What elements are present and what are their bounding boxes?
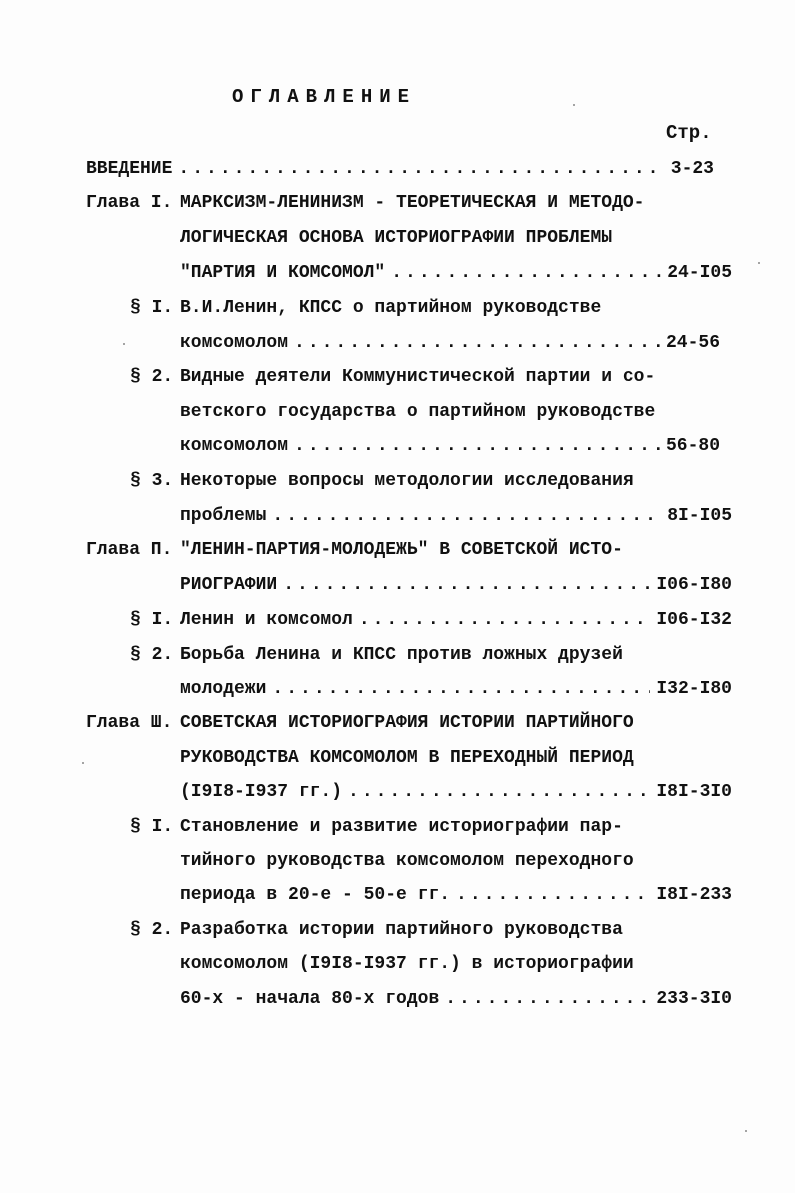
page-range: 24-I05 — [667, 263, 732, 283]
toc-entry-ch1-s2: комсомолом ..... 56-80 — [180, 435, 720, 457]
toc-entry-ch2: РИОГРАФИИ ..... I06-I80 — [180, 574, 732, 596]
toc-entry-ch1-s3: проблемы ..... 8I-I05 — [180, 505, 732, 527]
toc-title: ОГЛАВЛЕНИЕ — [232, 86, 417, 108]
scan-speck — [123, 343, 125, 345]
chapter-title-line: ЛОГИЧЕСКАЯ ОСНОВА ИСТОРИОГРАФИИ ПРОБЛЕМЫ — [180, 228, 613, 248]
page-range: I06-I80 — [656, 575, 732, 595]
leader-dots — [294, 435, 660, 457]
leader-dots — [348, 781, 650, 803]
toc-entry-ch2-s1: Ленин и комсомол ..... I06-I32 — [180, 609, 732, 631]
section-title-line: Некоторые вопросы методологии исследования — [180, 471, 634, 491]
section-label: § I. — [130, 298, 174, 318]
chapter-title-line: СОВЕТСКАЯ ИСТОРИОГРАФИЯ ИСТОРИИ ПАРТИЙНОГО — [180, 713, 634, 733]
page-range: 233-3I0 — [656, 989, 732, 1009]
toc-entry-ch2-s2: молодежи ..... I32-I80 — [180, 678, 732, 700]
section-label: § I. — [130, 610, 174, 630]
section-title-line: ветского государства о партийном руководстве — [180, 402, 656, 422]
chapter-label: Глава Ш. — [86, 713, 173, 733]
toc-entry-ch1-s1: комсомолом ..... 24-56 — [180, 332, 720, 354]
toc-entry-intro: ВВЕДЕНИЕ ..... 3-23 — [86, 158, 714, 180]
section-label: § I. — [130, 817, 174, 837]
leader-dots — [359, 609, 651, 631]
leader-dots — [456, 884, 650, 906]
leader-dots — [178, 158, 664, 180]
leader-dots — [272, 678, 650, 700]
page-range: I8I-233 — [656, 885, 732, 905]
leader-dots — [391, 262, 661, 284]
section-label: § 2. — [130, 920, 174, 940]
chapter-label: Глава П. — [86, 540, 173, 560]
page-range: I32-I80 — [656, 679, 732, 699]
leader-dots — [445, 988, 650, 1010]
section-label: § 3. — [130, 471, 174, 491]
chapter-title-line: "ЛЕНИН-ПАРТИЯ-МОЛОДЕЖЬ" В СОВЕТСКОЙ ИСТО- — [180, 540, 623, 560]
scan-speck — [573, 104, 575, 106]
toc-entry-ch3: (I9I8-I937 гг.) ..... I8I-3I0 — [180, 781, 732, 803]
page-range: I06-I32 — [656, 610, 732, 630]
page-range: 3-23 — [670, 159, 714, 179]
scan-speck — [82, 762, 84, 764]
scan-speck — [758, 262, 760, 264]
section-title-line: Разработка истории партийного руководства — [180, 920, 623, 940]
section-title-line: Борьба Ленина и КПСС против ложных друзей — [180, 645, 623, 665]
section-title-line: Видные деятели Коммунистической партии и со- — [180, 367, 656, 387]
section-label: § 2. — [130, 367, 174, 387]
section-title-line: Становление и развитие историографии пар- — [180, 817, 623, 837]
page-range: 56-80 — [665, 436, 720, 456]
toc-entry-ch3-s2: 60-х - начала 80-х годов ..... 233-3I0 — [180, 988, 732, 1010]
toc-entry-ch3-s1: периода в 20-е - 50-е гг. ..... I8I-233 — [180, 884, 732, 906]
page-range: I8I-3I0 — [656, 782, 732, 802]
leader-dots — [272, 505, 661, 527]
chapter-title-line: РУКОВОДСТВА КОМСОМОЛОМ В ПЕРЕХОДНЫЙ ПЕРИОД — [180, 748, 634, 768]
section-label: § 2. — [130, 645, 174, 665]
scan-speck — [745, 1130, 747, 1132]
chapter-title-line: МАРКСИЗМ-ЛЕНИНИЗМ - ТЕОРЕТИЧЕСКАЯ И МЕТОДО- — [180, 193, 645, 213]
page-column-label: Стр. — [666, 122, 712, 144]
chapter-label: Глава I. — [86, 193, 173, 213]
leader-dots — [294, 332, 660, 354]
section-title-line: тийного руководства комсомолом переходного — [180, 851, 634, 871]
page-range: 8I-I05 — [667, 506, 732, 526]
leader-dots — [283, 574, 650, 596]
section-title-line: В.И.Ленин, КПСС о партийном руководстве — [180, 298, 602, 318]
section-title-line: комсомолом (I9I8-I937 гг.) в историографии — [180, 954, 634, 974]
page-range: 24-56 — [665, 333, 720, 353]
toc-entry-ch1: "ПАРТИЯ И КОМСОМОЛ" ..... 24-I05 — [180, 262, 732, 284]
